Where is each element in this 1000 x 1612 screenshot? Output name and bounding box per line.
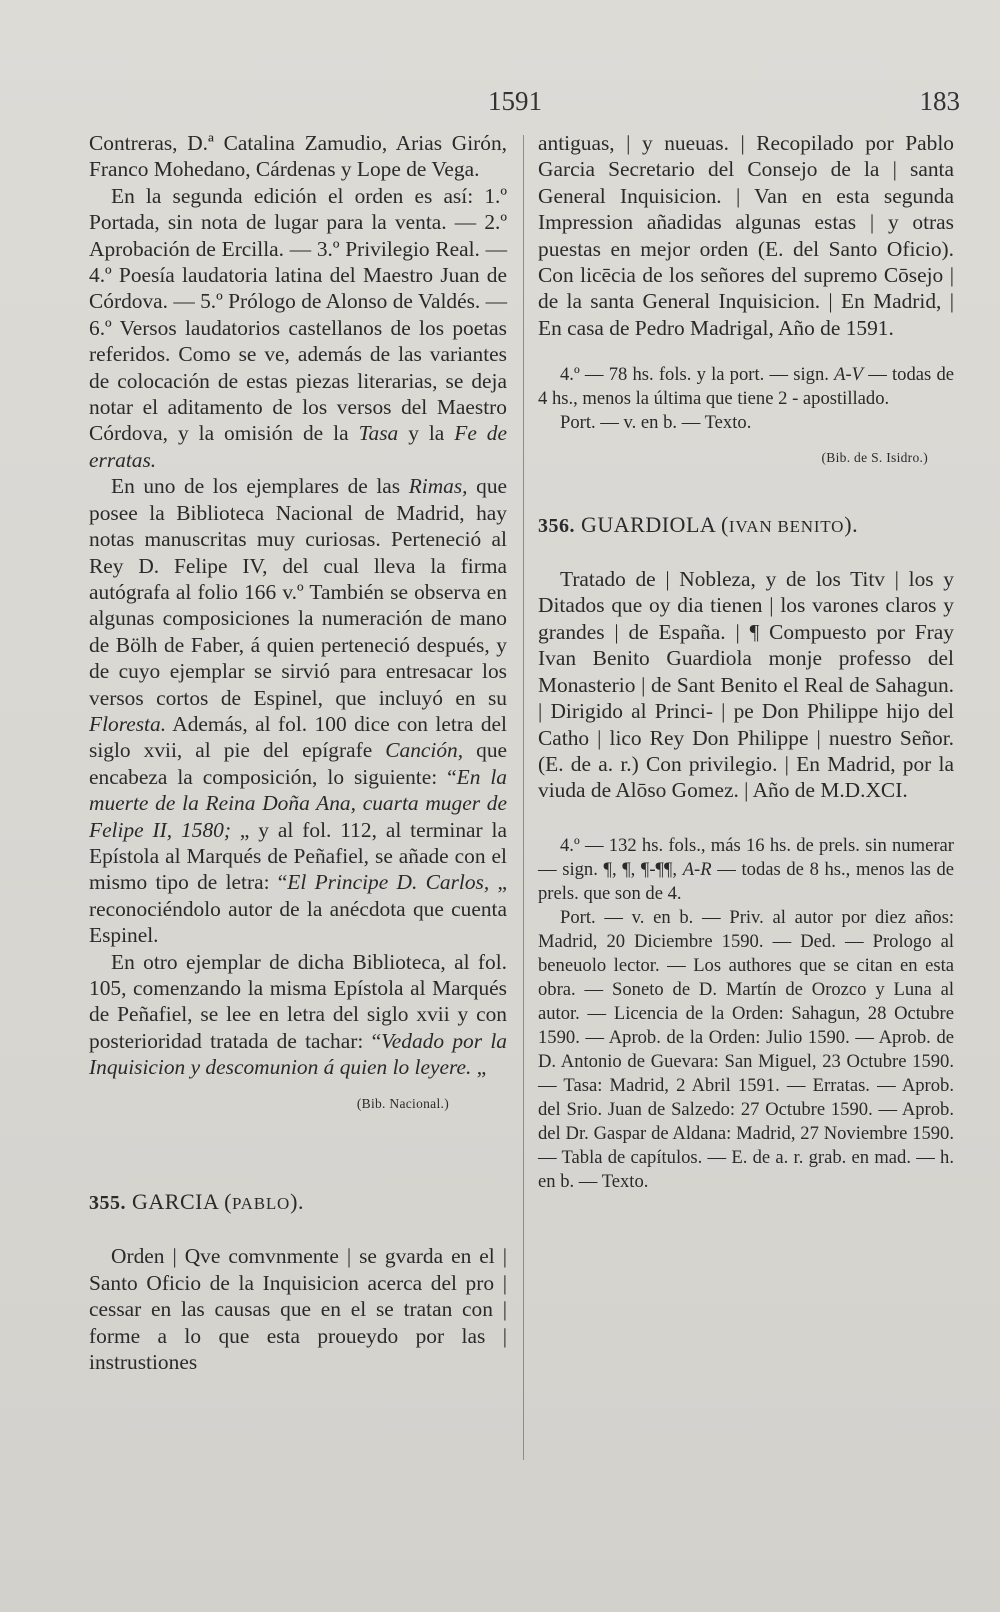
left-column	[89, 130, 507, 1375]
entry-number: 355.	[89, 1192, 126, 1215]
given-name: IVAN BENITO	[728, 516, 845, 536]
italic-title: Fe de erratas.	[89, 421, 507, 472]
italic-title: Rimas,	[408, 474, 468, 499]
entry-title-continued: antiguas, | y nueuas. | Recopilado por Pablo Garcia Secretario del Consejo de la | santa General Inquisicion. | Van en esta segunda Impression añadidas algunas estas | y otras puestas en mejor orden (E. del Santo Oficio). Con licēcia de los señores del supremo Cōsejo | de la santa General Inquisicion. | En Madrid, | En casa de Pedro Madrigal, Año de 1591.	[538, 131, 954, 340]
physical-description: 4.º — 78 hs. fols. y la port. — sign. A-V — todas de 4 hs., menos la última que tiene 2 - apostillado.	[538, 364, 955, 410]
physical-description: 4.º — 132 hs. fols., más 16 hs. de prels. sin numerar — sign. ¶, ¶, ¶-¶¶, A-R — todas de 8 hs., menos las de prels. que son de 4.	[538, 834, 954, 904]
signature-range: A-V	[834, 364, 864, 386]
column-divider	[523, 135, 524, 1460]
paragraph: En uno de los ejemplares de las Rimas, que posee la Biblioteca Nacional de Madrid, hay notas manuscritas muy curiosas. Perteneció al Rey D. Felipe IV, del cual lleva la firma autógrafa al folio 166 v.º También se observa en algunas composiciones la numeración de mano de Bölh de Faber, á quien perteneció después, y de cuyo ejemplar se sirvió para entresacar los versos cortos de Espinel, que incluyó en su Floresta. Además, al fol. 100 dice con letra del siglo xvii, al pie del epígrafe Canción, que encabeza la composición, lo siguiente: “En la muerte de la Reina Doña Ana, cuarta muger de Felipe II, 1580; „ y al fol. 112, al terminar la Epístola al Marqués de Peñafiel, se añade con el mismo tipo de letra: “El Principe D. Carlos, „ reconociéndolo autor de la anécdota que cuenta Espinel.	[89, 474, 508, 948]
entry-title: Orden | Qve comvnmente | se gvarda en el | Santo Oficio de la Inquisicion acerca del pro | cessar en las causas que en el se tratan con | forme a lo que esta proueydo por las | instrustiones	[89, 1244, 507, 1375]
citation: (Bib. de S. Isidro.)	[821, 450, 928, 466]
italic-quote: El Principe D. Carlos,	[287, 870, 490, 895]
right-column	[538, 130, 954, 1194]
page-number: 183	[919, 86, 960, 116]
header-year: 1591	[488, 86, 542, 116]
paragraph: Contreras, D.ª Catalina Zamudio, Arias Girón, Franco Mohedano, Cárdenas y Lope de Vega.	[89, 131, 507, 182]
entry-title: Tratado de | Nobleza, y de los Titv | los y Ditados que oy dia tienen | los varones claros y grandes | de España. | ¶ Compuesto por Fray Ivan Benito Guardiola monje professo del Monasterio | de Sant Benito el Real de Sahagun. | Dirigido al Princi- | pe Don Philippe hijo del Catho | lico Rey Don Philippe | nuestro Señor. (E. de a. r.) Con privilegio. | En Madrid, por la viuda de Alōso Gomez. | Año de M.D.XCI.	[538, 567, 954, 803]
entry-heading: 356. GUARDIOLA (IVAN BENITO).	[538, 511, 859, 537]
italic-title: Canción,	[385, 738, 464, 763]
italic-quote: En la muerte de la Reina Doña Ana, cuarta muger de Felipe II, 1580;	[89, 764, 507, 842]
citation: (Bib. Nacional.)	[356, 1095, 449, 1111]
italic-title: Floresta.	[89, 711, 167, 736]
italic-quote: Vedado por la Inquisicion y descomunion á quien lo leyere.	[89, 1028, 507, 1080]
given-name: PABLO	[231, 1194, 291, 1214]
entry-heading: 355. GARCIA (PABLO).	[89, 1189, 304, 1215]
paragraph: En otro ejemplar de dicha Biblioteca, al fol. 105, comenzando la misma Epístola al Marqués de Peñafiel, se lee en letra del siglo xvii y con posterioridad tratada de tachar: “Vedado por la Inquisicion y descomunion á quien lo leyere. „	[89, 949, 507, 1080]
signature-range: A-R	[682, 858, 712, 880]
paragraph: En la segunda edición el orden es así: 1.º Portada, sin nota de lugar para la venta. — 2.º Aprobación de Ercilla. — 3.º Privilegio Real. — 4.º Poesía laudatoria latina del Maestro Juan de Córdova. — 5.º Prólogo de Alonso de Valdés. — 6.º Versos laudatorios castellanos de los poetas referidos. Como se ve, además de las variantes de colocación de estas piezas literarias, se deja notar el aditamento de los versos del Maestro Córdova, y la omisión de la Tasa y la Fe de erratas.	[89, 183, 507, 472]
contents-description: Port. — v. en b. — Priv. al autor por diez años: Madrid, 20 Diciembre 1590. — Ded. — Prologo al beneuolo lector. — Los authores que se citan en esta obra. — Soneto de D. Martín de Orozco y Luna al autor. — Licencia de la Orden: Sahagun, 28 Octubre 1590. — Aprob. de la Orden: Julio 1590. — Aprob. de D. Antonio de Guevara: San Miguel, 23 Octubre 1590. — Tasa: Madrid, 2 Abril 1591. — Erratas. — Aprob. del Srio. Juan de Salzedo: 27 Octubre 1590. — Aprob. del Dr. Gaspar de Aldana: Madrid, 27 Noviembre 1590. — Tabla de capítulos. — E. de a. r. grab. en mad. — h. en b. — Texto.	[538, 906, 954, 1192]
italic-title: Tasa	[358, 421, 399, 446]
contents-description: Port. — v. en b. — Texto.	[560, 412, 752, 434]
entry-number: 356.	[538, 514, 575, 537]
